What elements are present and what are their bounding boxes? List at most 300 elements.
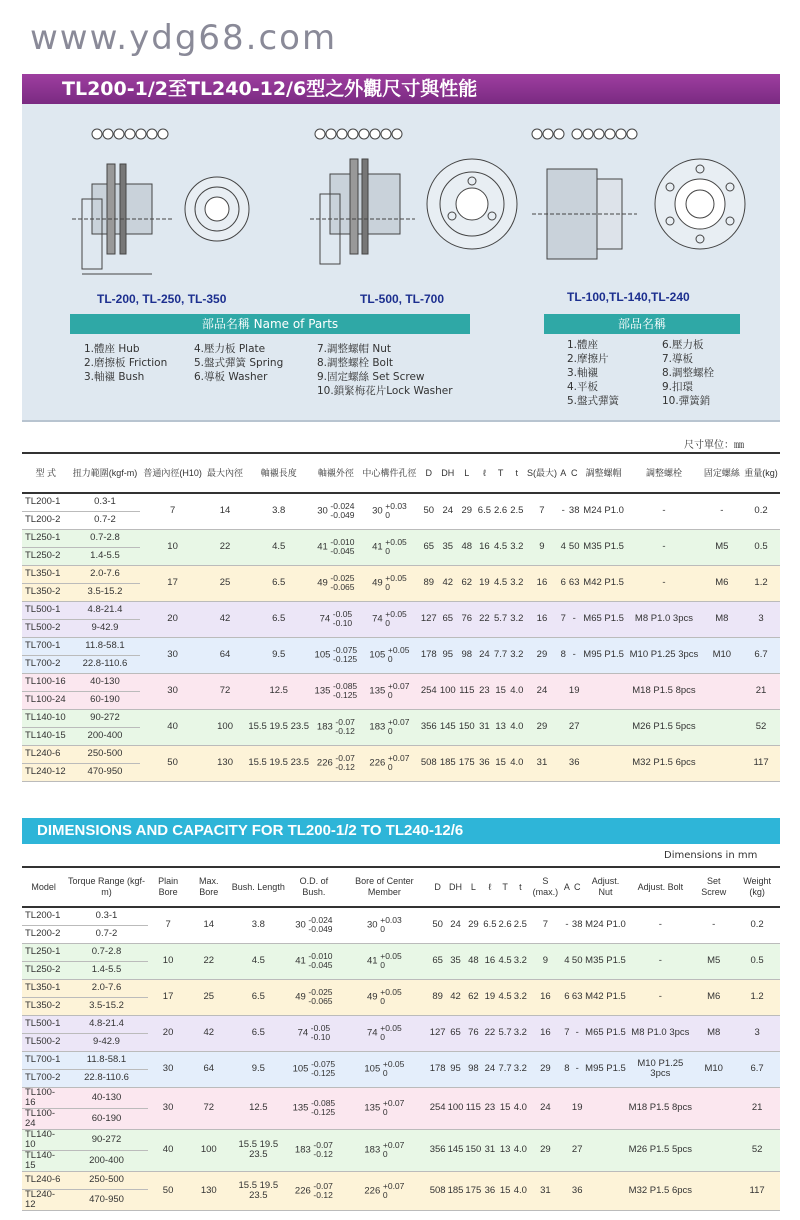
bush-length-cell: 6.5 [245, 601, 312, 637]
torque-cell: 60-190 [70, 691, 141, 709]
small-t-cell: 2.5 [509, 493, 525, 529]
a-cell [559, 709, 568, 745]
tol-base: 74 [367, 1027, 381, 1039]
c-cell: 36 [568, 745, 581, 781]
spec-table-en [22, 866, 780, 1211]
model-cell: TL240-12 [22, 763, 70, 781]
l-cell: 175 [457, 745, 476, 781]
model-cell: TL250-1 [22, 943, 65, 961]
max-bore-cell: 130 [205, 745, 245, 781]
dh-cell: 95 [438, 637, 457, 673]
torque-cell: 40-130 [65, 1087, 147, 1108]
tol-lower: 0 [387, 654, 393, 664]
unit-note-cn: 尺寸單位：㎜ [684, 440, 744, 451]
bush-length-cell: 9.5 [229, 1051, 288, 1087]
tol-values [383, 1099, 405, 1117]
column-header: C [571, 867, 584, 907]
tol-lower: -0.12 [335, 726, 355, 736]
model-cell: TL240-12 [22, 1189, 65, 1210]
model-cell: TL140-10 [22, 709, 70, 727]
big-t-cell: 4.5 [498, 943, 513, 979]
s-cell: 29 [528, 1129, 563, 1171]
small-t-cell: 3.2 [509, 565, 525, 601]
bush-od-cell [312, 529, 360, 565]
nut-cell [581, 673, 626, 709]
column-header: S(最大) [525, 453, 559, 493]
c-cell: 19 [568, 673, 581, 709]
tol-base: 105 [369, 649, 388, 661]
column-header: L [457, 453, 476, 493]
set-screw-cell: M8 [693, 1015, 734, 1051]
big-t-cell: 4.5 [498, 979, 513, 1015]
column-header: D [429, 867, 447, 907]
big-t-cell: 15 [498, 1087, 513, 1129]
max-bore-cell: 100 [189, 1129, 229, 1171]
table-row [22, 1015, 780, 1033]
torque-cell: 3.5-15.2 [70, 583, 141, 601]
bolt-cell: M26 P1.5 5pcs [626, 709, 701, 745]
bush-length-cell: 3.8 [245, 493, 312, 529]
center-bore-cell [340, 1051, 429, 1087]
tol-values [311, 1060, 335, 1078]
tol-base: 135 [292, 1102, 312, 1114]
tol-values [380, 1024, 402, 1042]
tol-upper: -0.025 [308, 987, 333, 997]
set-screw-cell: M6 [702, 565, 742, 601]
bolt-cell: M10 P1.25 3pcs [628, 1051, 694, 1087]
column-header: Model [22, 867, 65, 907]
l-cell: 115 [464, 1087, 482, 1129]
small-l-cell: 36 [476, 745, 492, 781]
nut-cell [584, 1129, 628, 1171]
small-t-cell: 3.2 [509, 601, 525, 637]
tol-values [335, 754, 354, 772]
torque-cell: 9-42.9 [70, 619, 141, 637]
tol-lower: 0 [387, 726, 393, 736]
max-bore-cell: 22 [189, 943, 229, 979]
plain-bore-cell: 30 [148, 1087, 189, 1129]
center-bore-cell [340, 1087, 429, 1129]
bush-length-cell: 9.5 [245, 637, 312, 673]
l-cell: 29 [464, 907, 482, 943]
tol-upper: -0.07 [313, 1180, 333, 1191]
model-cell: TL500-1 [22, 1015, 65, 1033]
max-bore-cell: 14 [205, 493, 245, 529]
c-cell: 50 [568, 529, 581, 565]
small-t-cell: 3.2 [509, 637, 525, 673]
weight-cell: 1.2 [734, 979, 780, 1015]
tol-base: 135 [369, 685, 388, 697]
a-cell [563, 1129, 571, 1171]
bush-length-cell: 4.5 [229, 943, 288, 979]
center-bore-cell [340, 907, 429, 943]
table-row [22, 673, 780, 691]
dh-cell: 145 [438, 709, 457, 745]
s-cell: 29 [525, 637, 559, 673]
small-l-cell: 16 [476, 529, 492, 565]
tol-upper: +0.05 [385, 573, 407, 583]
set-screw-cell: - [702, 493, 742, 529]
parts-list-1: 1.體座 Hub 2.磨擦板 Friction 3.軸襯 Bush [84, 343, 168, 383]
tol-lower: -0.065 [330, 582, 355, 592]
tol-upper: +0.03 [380, 915, 402, 926]
torque-cell: 0.3-1 [70, 493, 141, 511]
big-t-cell: 7.7 [498, 1051, 513, 1087]
small-l-cell: 24 [476, 637, 492, 673]
tol-base: 135 [364, 1102, 383, 1114]
tol-upper: -0.07 [335, 717, 355, 727]
center-bore-cell [360, 565, 420, 601]
center-bore-cell [340, 979, 429, 1015]
s-cell: 31 [528, 1171, 563, 1210]
tol-base: 41 [295, 955, 309, 967]
max-bore-cell: 42 [189, 1015, 229, 1051]
d-cell: 508 [419, 745, 438, 781]
max-bore-cell: 14 [189, 907, 229, 943]
weight-cell: 52 [734, 1129, 780, 1171]
bolt-cell: M8 P1.0 3pcs [628, 1015, 694, 1051]
diagram-panel [22, 104, 780, 422]
torque-cell: 1.4-5.5 [70, 547, 141, 565]
model-cell: TL240-6 [22, 1171, 65, 1189]
tol-upper: -0.07 [313, 1140, 333, 1150]
bolt-cell: M32 P1.5 6pcs [626, 745, 701, 781]
c-cell: 38 [571, 907, 584, 943]
bush-od-cell [288, 1171, 340, 1210]
bolt-cell: - [626, 565, 701, 601]
nut-cell: M24 P1.0 [584, 907, 628, 943]
bolt-cell: - [626, 493, 701, 529]
small-l-cell: 31 [482, 1129, 497, 1171]
set-screw-cell [702, 709, 742, 745]
tol-base: 183 [364, 1144, 383, 1156]
column-header: A [559, 453, 568, 493]
column-header: T [498, 867, 513, 907]
column-header: DH [438, 453, 457, 493]
a-cell: 4 [559, 529, 568, 565]
a-cell: 8 [563, 1051, 571, 1087]
plain-bore-cell: 10 [140, 529, 204, 565]
tol-lower: 0 [382, 1189, 388, 1200]
torque-cell: 1.4-5.5 [65, 961, 147, 979]
tol-upper: -0.024 [308, 915, 333, 926]
l-cell: 175 [464, 1171, 482, 1210]
header-row [22, 453, 780, 493]
tol-values [311, 1024, 330, 1042]
tol-values [335, 718, 354, 736]
big-t-cell: 4.5 [493, 565, 509, 601]
center-bore-cell [340, 1129, 429, 1171]
weight-cell: 117 [734, 1171, 780, 1210]
tol-values [330, 538, 354, 556]
tol-base: 49 [317, 577, 331, 589]
a-cell: 7 [563, 1015, 571, 1051]
column-header: Torque Range (kgf-m) [65, 867, 147, 907]
table-row [22, 1087, 780, 1108]
tol-values [380, 988, 402, 1006]
bush-od-cell [288, 907, 340, 943]
tol-lower: -0.125 [311, 1107, 336, 1117]
dh-cell: 100 [447, 1087, 465, 1129]
tol-base: 41 [372, 541, 386, 553]
tol-values [385, 538, 407, 556]
big-t-cell: 4.5 [493, 529, 509, 565]
torque-cell: 0.7-2 [65, 925, 147, 943]
weight-cell: 3 [734, 1015, 780, 1051]
tol-upper: +0.05 [382, 1059, 405, 1069]
center-bore-cell [360, 493, 420, 529]
tol-base: 226 [316, 757, 336, 769]
tol-lower: 0 [382, 1068, 388, 1078]
max-bore-cell: 100 [205, 709, 245, 745]
s-cell: 9 [525, 529, 559, 565]
tol-base: 30 [317, 505, 331, 517]
torque-cell: 4.8-21.4 [65, 1015, 147, 1033]
tol-lower: -0.12 [313, 1189, 333, 1200]
s-cell: 16 [525, 601, 559, 637]
torque-cell: 470-950 [65, 1189, 147, 1210]
table-row [22, 1129, 780, 1150]
model-cell: TL100-16 [22, 1087, 65, 1108]
tol-base: 74 [319, 613, 333, 625]
max-bore-cell: 72 [205, 673, 245, 709]
diagram-tl100-front [650, 144, 750, 264]
bolt-cell: - [626, 529, 701, 565]
s-cell: 24 [525, 673, 559, 709]
table-row [22, 637, 780, 655]
caption-tl100: TL-100,TL-140,TL-240 [567, 290, 690, 304]
nut-cell: M42 P1.5 [584, 979, 628, 1015]
tol-upper: -0.010 [308, 951, 333, 961]
tol-upper: +0.05 [385, 537, 407, 547]
model-cell: TL100-24 [22, 1108, 65, 1129]
tol-base: 30 [367, 919, 381, 931]
tol-base: 49 [367, 991, 381, 1003]
tol-upper: -0.075 [311, 1059, 336, 1069]
big-t-cell: 15 [498, 1171, 513, 1210]
torque-cell: 11.8-58.1 [70, 637, 141, 655]
c-cell: - [568, 637, 581, 673]
column-header: Set Screw [693, 867, 734, 907]
c-cell: 19 [571, 1087, 584, 1129]
bolt-cell: - [628, 979, 694, 1015]
tol-lower: 0 [382, 1107, 388, 1117]
big-t-cell: 13 [493, 709, 509, 745]
diagram-tl200-front [182, 159, 252, 259]
column-header: C [568, 453, 581, 493]
model-cell: TL200-1 [22, 493, 70, 511]
bush-od-cell [312, 709, 360, 745]
plain-bore-cell: 7 [140, 493, 204, 529]
nut-cell: M65 P1.5 [581, 601, 626, 637]
bush-od-cell [288, 1015, 340, 1051]
tol-values [383, 1182, 405, 1200]
big-t-cell: 5.7 [498, 1015, 513, 1051]
model-cell: TL500-1 [22, 601, 70, 619]
diagram-tl200-side [62, 124, 182, 284]
big-t-cell: 2.6 [498, 907, 513, 943]
nut-cell [584, 1171, 628, 1210]
torque-cell: 22.8-110.6 [70, 655, 141, 673]
tol-values [388, 646, 410, 664]
tol-values [333, 610, 352, 628]
bolt-cell: - [628, 943, 694, 979]
tol-values [385, 610, 407, 628]
tol-values [388, 682, 410, 700]
plain-bore-cell: 40 [148, 1129, 189, 1171]
bush-length-cell: 6.5 [229, 1015, 288, 1051]
bush-od-cell [312, 565, 360, 601]
tol-base: 226 [294, 1185, 314, 1197]
weight-cell: 0.5 [734, 943, 780, 979]
tol-values [388, 718, 410, 736]
table-row [22, 1051, 780, 1069]
table-row [22, 601, 780, 619]
tol-upper: -0.05 [332, 609, 353, 619]
column-header: 最大內徑 [205, 453, 245, 493]
tol-lower: -0.10 [332, 618, 353, 628]
dh-cell: 100 [438, 673, 457, 709]
l-cell: 115 [457, 673, 476, 709]
bush-od-cell [288, 943, 340, 979]
big-t-cell: 15 [493, 745, 509, 781]
nut-cell: M24 P1.0 [581, 493, 626, 529]
tol-lower: -0.125 [333, 654, 358, 664]
big-t-cell: 2.6 [493, 493, 509, 529]
parts-title-1: 部品名稱 Name of Parts [70, 314, 470, 334]
dh-cell: 65 [438, 601, 457, 637]
tol-lower: 0 [380, 960, 385, 970]
a-cell [563, 1171, 571, 1210]
tol-base: 183 [294, 1144, 314, 1156]
tol-lower: -0.125 [333, 690, 358, 700]
max-bore-cell: 72 [189, 1087, 229, 1129]
weight-cell: 21 [742, 673, 780, 709]
bolt-cell: - [628, 907, 694, 943]
tol-lower: 0 [387, 762, 393, 772]
small-t-cell: 3.2 [513, 979, 528, 1015]
column-header: 調整螺帽 [581, 453, 626, 493]
model-cell: TL100-24 [22, 691, 70, 709]
bush-length-cell: 4.5 [245, 529, 312, 565]
dh-cell: 24 [447, 907, 465, 943]
tol-lower: -0.12 [335, 762, 355, 772]
l-cell: 150 [464, 1129, 482, 1171]
tol-values [330, 574, 354, 592]
tol-values [385, 574, 407, 592]
weight-cell: 0.5 [742, 529, 780, 565]
section1-title: TL200-1/2至TL240-12/6型之外觀尺寸與性能 [22, 74, 780, 104]
diagram-tl100-side [522, 124, 642, 284]
column-header: 固定螺絲 [702, 453, 742, 493]
tol-values [330, 502, 354, 520]
big-t-cell: 7.7 [493, 637, 509, 673]
tol-lower: 0 [380, 1032, 385, 1042]
small-l-cell: 24 [482, 1051, 497, 1087]
tol-base: 41 [317, 541, 331, 553]
small-t-cell: 3.2 [513, 1051, 528, 1087]
small-t-cell: 4.0 [509, 745, 525, 781]
table-row [22, 745, 780, 763]
bush-od-cell [288, 979, 340, 1015]
plain-bore-cell: 40 [140, 709, 204, 745]
torque-cell: 90-272 [70, 709, 141, 727]
tol-base: 30 [372, 505, 386, 517]
small-t-cell: 2.5 [513, 907, 528, 943]
weight-cell: 6.7 [742, 637, 780, 673]
max-bore-cell: 25 [189, 979, 229, 1015]
spec-table-cn [22, 452, 780, 782]
set-screw-cell: - [693, 907, 734, 943]
tol-upper: -0.075 [333, 645, 358, 655]
table-row [22, 565, 780, 583]
set-screw-cell [693, 1129, 734, 1171]
tol-values [313, 1182, 332, 1200]
diagram-tl500-front [422, 149, 522, 259]
c-cell: 63 [568, 565, 581, 601]
bush-length-cell: 15.5 19.5 23.5 [229, 1171, 288, 1210]
set-screw-cell [693, 1171, 734, 1210]
tol-lower: 0 [380, 996, 385, 1006]
tol-lower: 0 [380, 924, 385, 935]
tol-lower: 0 [385, 546, 391, 556]
tol-upper: -0.085 [333, 681, 358, 691]
c-cell: 50 [571, 943, 584, 979]
column-header: 型 式 [22, 453, 70, 493]
nut-cell: M35 P1.5 [581, 529, 626, 565]
s-cell: 7 [525, 493, 559, 529]
s-cell: 16 [528, 979, 563, 1015]
l-cell: 76 [464, 1015, 482, 1051]
center-bore-cell [340, 943, 429, 979]
torque-cell: 250-500 [65, 1171, 147, 1189]
center-bore-cell [360, 709, 420, 745]
nut-cell: M95 P1.5 [584, 1051, 628, 1087]
max-bore-cell: 64 [189, 1051, 229, 1087]
model-cell: TL700-2 [22, 655, 70, 673]
weight-cell: 0.2 [734, 907, 780, 943]
caption-tl200: TL-200, TL-250, TL-350 [97, 292, 227, 306]
tol-lower: -0.125 [311, 1068, 336, 1078]
nut-cell: M65 P1.5 [584, 1015, 628, 1051]
nut-cell: M95 P1.5 [581, 637, 626, 673]
bush-length-cell: 12.5 [229, 1087, 288, 1129]
center-bore-cell [360, 745, 420, 781]
dh-cell: 95 [447, 1051, 465, 1087]
l-cell: 98 [464, 1051, 482, 1087]
weight-cell: 3 [742, 601, 780, 637]
model-cell: TL100-16 [22, 673, 70, 691]
tol-upper: +0.05 [380, 1023, 402, 1033]
column-header: ℓ [482, 867, 497, 907]
l-cell: 76 [457, 601, 476, 637]
small-t-cell: 4.0 [513, 1129, 528, 1171]
tol-base: 135 [314, 685, 334, 697]
model-cell: TL250-2 [22, 961, 65, 979]
column-header: DH [447, 867, 465, 907]
torque-cell: 9-42.9 [65, 1033, 147, 1051]
torque-cell: 22.8-110.6 [65, 1069, 147, 1087]
bush-length-cell: 15.5 19.5 23.5 [245, 709, 312, 745]
column-header: t [513, 867, 528, 907]
plain-bore-cell: 30 [140, 637, 204, 673]
bush-od-cell [288, 1051, 340, 1087]
dh-cell: 145 [447, 1129, 465, 1171]
s-cell: 16 [528, 1015, 563, 1051]
c-cell: 63 [571, 979, 584, 1015]
tol-upper: +0.07 [382, 1180, 405, 1191]
d-cell: 356 [429, 1129, 447, 1171]
